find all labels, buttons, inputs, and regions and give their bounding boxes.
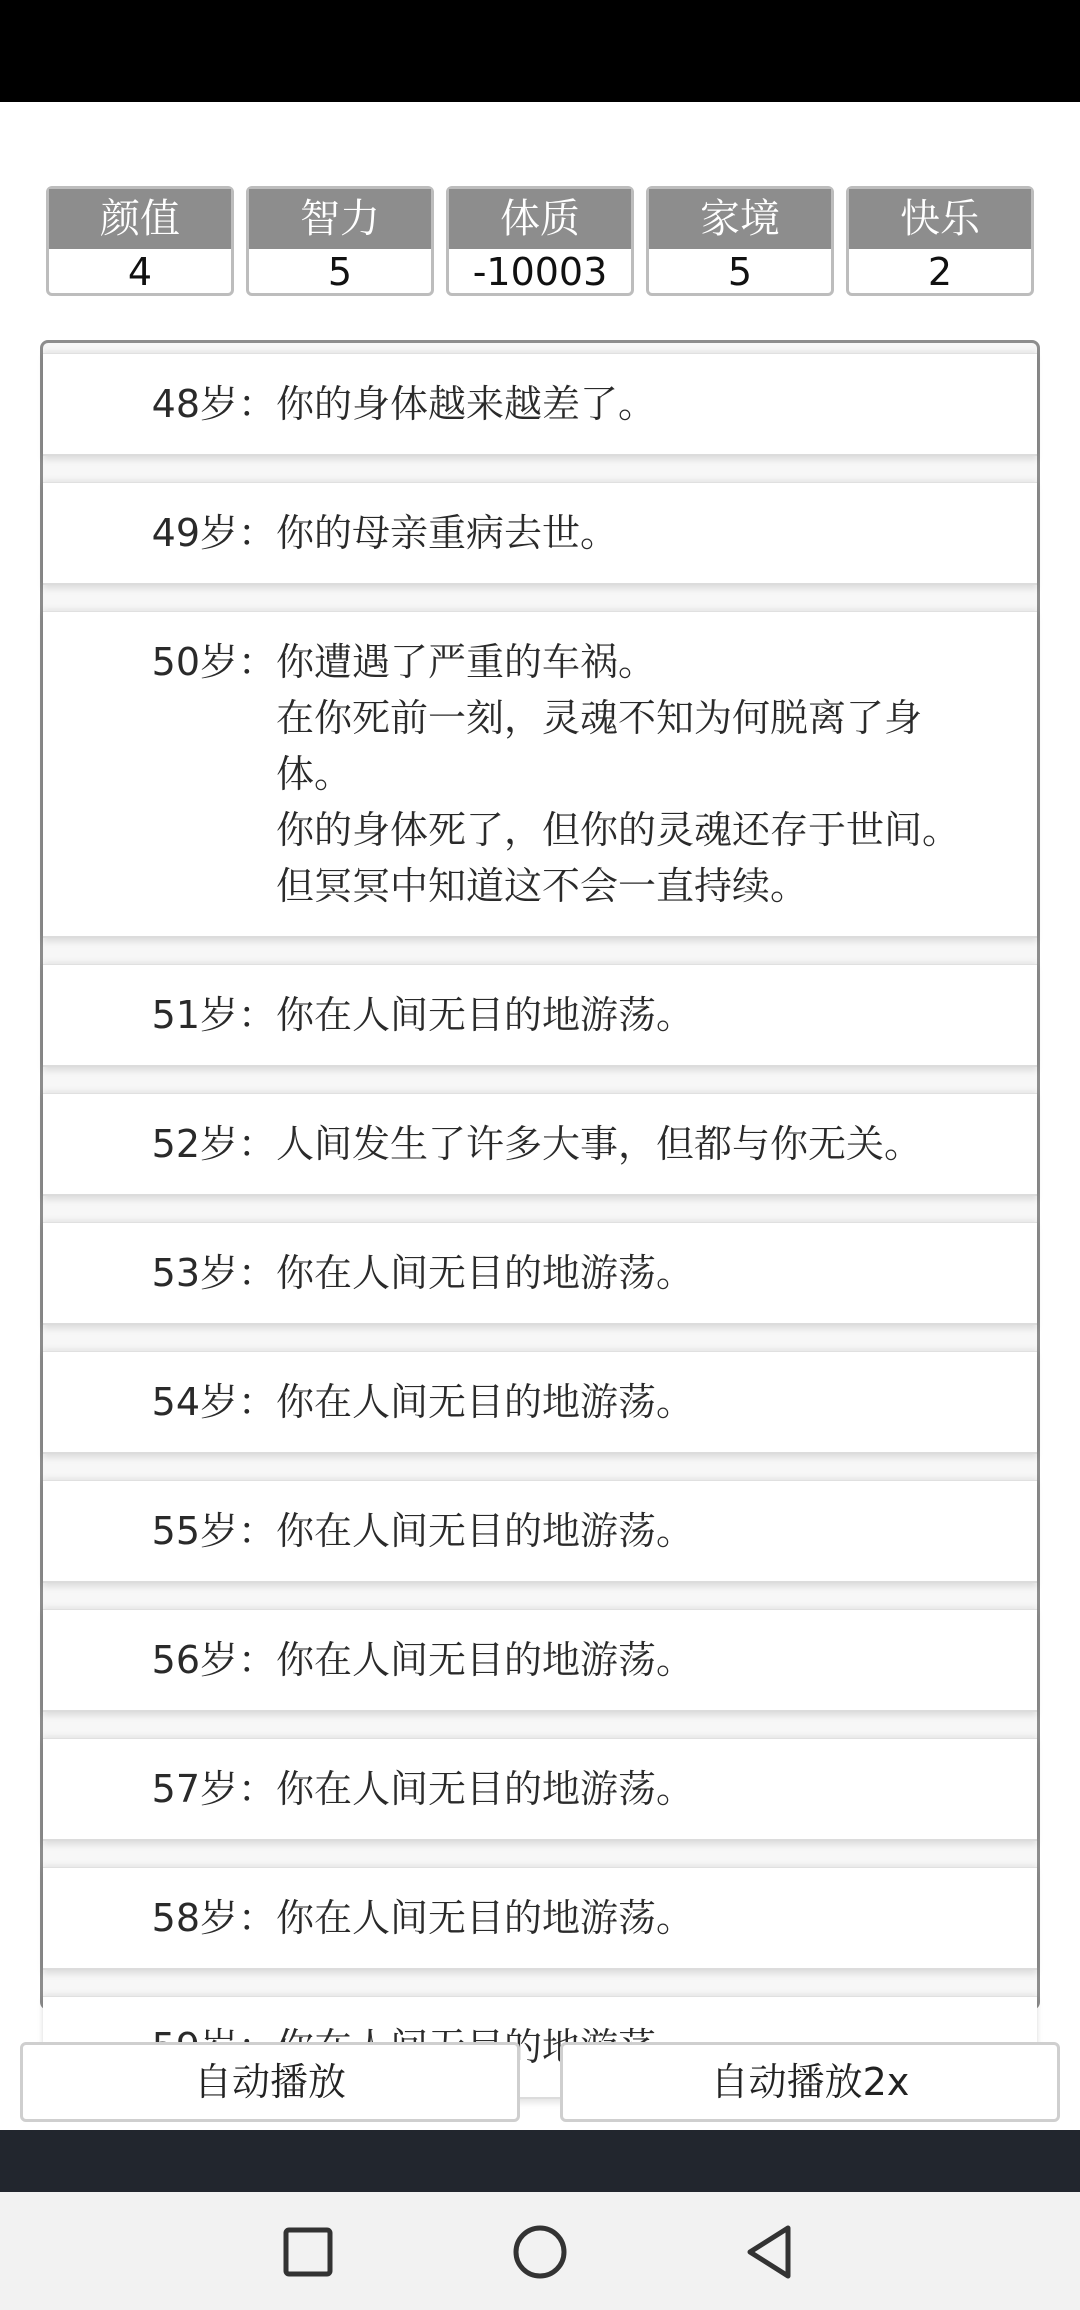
log-age: 57岁：	[151, 1767, 276, 1811]
log-age: 55岁：	[151, 1509, 276, 1553]
auto-play-button[interactable]: 自动播放	[20, 2042, 520, 2122]
log-age: 58岁：	[151, 1896, 276, 1940]
log-line: 你的身体死了，但你的灵魂还存于世间。	[276, 808, 961, 852]
stat-constitution	[446, 186, 634, 296]
log-entry	[43, 1480, 1037, 1583]
log-line: 在你死前一刻，灵魂不知为何脱离了身体。	[276, 696, 923, 796]
log-age: 52岁：	[151, 1122, 276, 1166]
log-entry	[43, 1738, 1037, 1841]
log-age: 56岁：	[151, 1638, 276, 1682]
log-age: 51岁：	[151, 993, 276, 1037]
log-entry	[43, 1351, 1037, 1454]
auto-play-2x-button[interactable]: 自动播放2x	[560, 2042, 1060, 2122]
attribute-stats	[46, 186, 1034, 296]
log-line: 你的身体越来越差了。	[276, 382, 657, 426]
stat-value: -10003	[472, 250, 608, 294]
log-entry	[43, 1222, 1037, 1325]
log-text	[276, 1116, 1037, 1172]
stat-label: 体质	[449, 189, 631, 249]
log-line: 你在人间无目的地游荡。	[276, 993, 695, 1037]
log-text	[276, 1503, 1037, 1559]
log-line: 但冥冥中知道这不会一直持续。	[276, 864, 809, 908]
triangle-back-icon[interactable]	[738, 2220, 802, 2284]
log-line: 你遭遇了严重的车祸。	[276, 640, 657, 684]
log-entry	[43, 611, 1037, 938]
log-text	[276, 1890, 1037, 1946]
log-text	[276, 505, 1037, 561]
log-entry	[43, 1867, 1037, 1970]
log-age: 48岁：	[151, 382, 276, 426]
stat-label: 快乐	[849, 189, 1031, 249]
stat-label: 智力	[249, 189, 431, 249]
life-log-panel[interactable]	[40, 340, 1040, 2010]
log-entry	[43, 1609, 1037, 1712]
log-line: 你在人间无目的地游荡。	[276, 1509, 695, 1553]
status-bar	[0, 0, 1080, 102]
log-age: 50岁：	[151, 640, 276, 684]
log-text	[276, 1374, 1037, 1430]
log-line: 你在人间无目的地游荡。	[276, 1638, 695, 1682]
log-entry	[43, 964, 1037, 1067]
stat-family	[646, 186, 834, 296]
stat-appearance	[46, 186, 234, 296]
stat-label: 家境	[649, 189, 831, 249]
log-text	[276, 376, 1037, 432]
log-text	[276, 987, 1037, 1043]
log-entry	[43, 1093, 1037, 1196]
square-icon[interactable]	[276, 2220, 340, 2284]
circle-icon[interactable]	[508, 2220, 572, 2284]
stat-label: 颜值	[49, 189, 231, 249]
log-entry	[43, 482, 1037, 585]
system-nav-bar	[0, 2192, 1080, 2310]
log-age: 49岁：	[151, 511, 276, 555]
stat-happiness	[846, 186, 1034, 296]
log-text	[276, 634, 1037, 914]
stat-value: 2	[927, 250, 953, 294]
log-age: 53岁：	[151, 1251, 276, 1295]
log-age: 54岁：	[151, 1380, 276, 1424]
log-entry	[43, 353, 1037, 456]
log-line: 你的母亲重病去世。	[276, 511, 619, 555]
log-line: 你在人间无目的地游荡。	[276, 1896, 695, 1940]
log-text	[276, 1632, 1037, 1688]
log-line: 你在人间无目的地游荡。	[276, 1767, 695, 1811]
log-line: 你在人间无目的地游荡。	[276, 1251, 695, 1295]
log-line: 你在人间无目的地游荡。	[276, 1380, 695, 1424]
stat-intelligence	[246, 186, 434, 296]
bottom-strip	[0, 2130, 1080, 2192]
life-log-list	[43, 353, 1037, 2125]
stat-value: 4	[127, 250, 153, 294]
log-text	[276, 1761, 1037, 1817]
stat-value: 5	[327, 250, 353, 294]
log-text	[276, 1245, 1037, 1301]
log-line: 人间发生了许多大事，但都与你无关。	[276, 1122, 923, 1166]
stat-value: 5	[727, 250, 753, 294]
